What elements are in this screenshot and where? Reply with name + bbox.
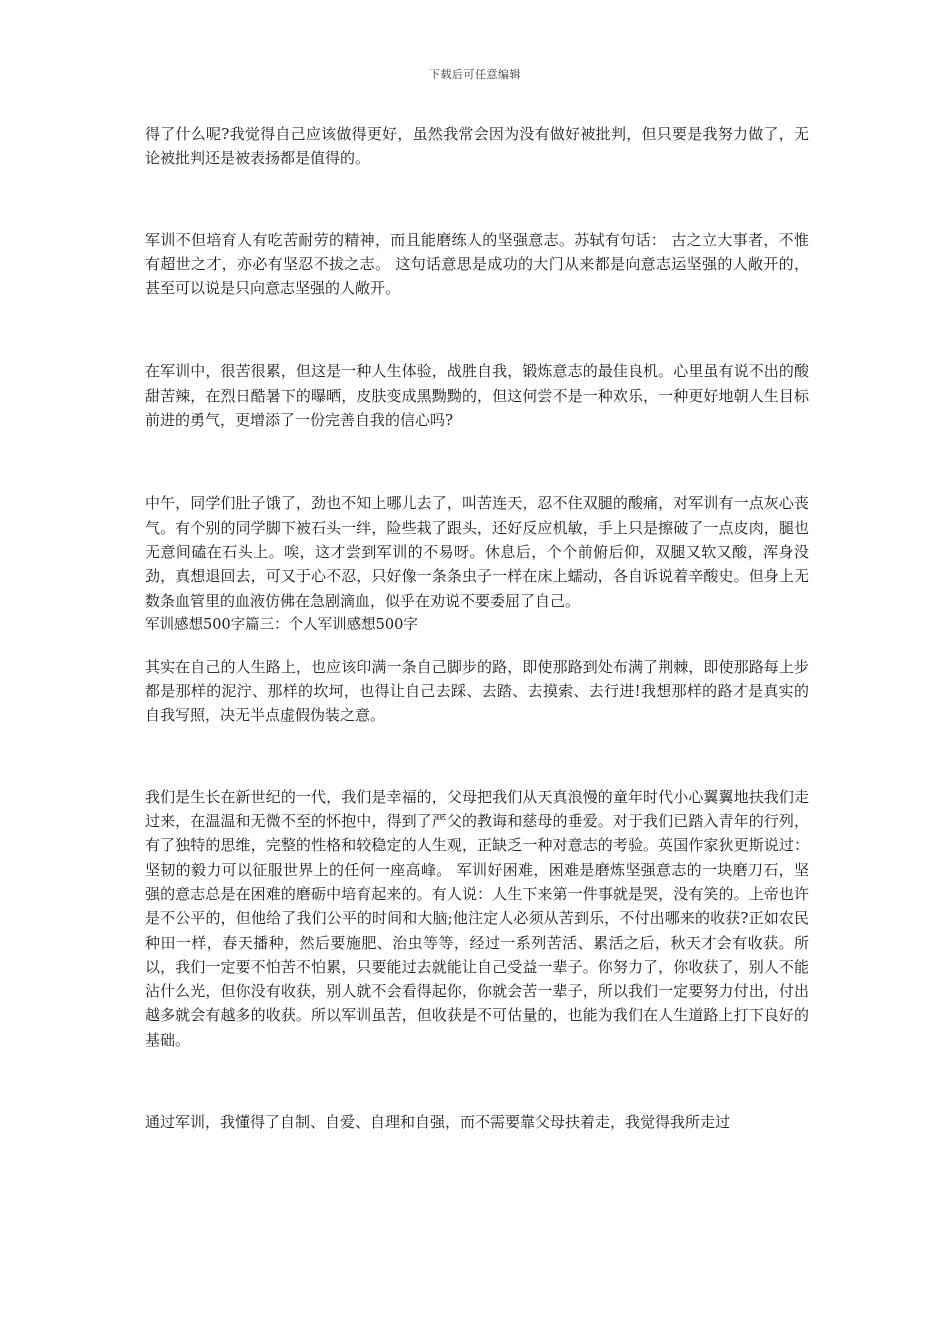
paragraph-4: 中午，同学们肚子饿了，劲也不知上哪儿去了，叫苦连天，忍不住双腿的酸痛，对军训有一点灰心丧气。有个别的同学脚下被石头一绊，险些栽了跟头，还好反应机敏，手上只是擦破了一点皮肉，腿也无意间磕在石头上。唉，这才尝到军训的不易呀。休息后，个个前俯后仰，双腿又软又酸，浑身没劲，真想退回去，可又于心不忍，只好像一条条虫子一样在床上蠕动，各自诉说着辛酸史。但身上无数条血管里的血液仿佛在急剧滴血，似乎在劝说不要委屈了自己。: [145, 494, 809, 610]
page-header: 下载后可任意编辑: [429, 68, 521, 81]
paragraph-7: 通过军训，我懂得了自制、自爱、自理和自强，而不需要靠父母扶着走，我觉得我所走过: [145, 1113, 731, 1132]
section-heading: 军训感想500字篇三：个人军训感想500字: [145, 616, 418, 633]
paragraph-1: 得了什么呢?我觉得自己应该做得更好，虽然我常会因为没有做好被批判，但只要是我努力做了，无论被批判还是被表扬都是值得的。: [145, 125, 809, 168]
paragraph-6: 我们是生长在新世纪的一代，我们是幸福的，父母把我们从天真浪慢的童年时代小心翼翼地扶我们走过来，在温温和无微不至的怀抱中，得到了严父的教诲和慈母的垂爱。对于我们已踏入青年的行列，有了独特的思维，完整的性格和较稳定的人生观，正缺乏一种对意志的考验。英国作家狄更斯说过： 坚韧的毅力可以征服世界上的任何一座高峰。 军训好困难，困难是磨炼坚强意志的一块磨刀石，坚强的意志总是在困难的磨砺中培育起来的。有人说：人生下来第一件事就是哭，没有笑的。上帝也许是不公平的，但他给了我们公平的时间和大脑;他注定人必须从苦到乐，不付出哪来的收获?正如农民种田一样，春天播种，然后要施肥、治虫等等，经过一系列苦活、累活之后，秋天才会有收获。所以，我们一定要不怕苦不怕累，只要能过去就能让自己受益一辈子。你努力了，你收获了，别人不能沾什么光，但你没有收获，别人就不会看得起你，你就会苦一辈子，所以我们一定要努力付出，付出越多就会有越多的收获。所以军训虽苦，但收获是不可估量的，也能为我们在人生道路上打下良好的基础。: [145, 787, 809, 1049]
paragraph-2: 军训不但培育人有吃苦耐劳的精神，而且能磨练人的坚强意志。苏轼有句话： 古之立大事者，不惟有超世之才，亦必有坚忍不拔之志。 这句话意思是成功的大门从来都是向意志运坚强的人敞开的，甚至可以说是只向意志坚强的人敞开。: [145, 230, 809, 298]
paragraph-5: 其实在自己的人生路上，也应该印满一条自己脚步的路，即使那路到处布满了荆棘，即使那路每上步都是那样的泥泞、那样的坎坷，也得让自己去踩、去踏、去摸索、去行进!我想那样的路才是真实的自我写照，决无半点虚假伪装之意。: [145, 657, 809, 725]
paragraph-3: 在军训中，很苦很累，但这是一种人生体验，战胜自我，锻炼意志的最佳良机。心里虽有说不出的酸甜苦辣，在烈日酷暑下的曝晒，皮肤变成黑黝黝的，但这何尝不是一种欢乐，一种更好地朝人生目标前进的勇气，更增添了一份完善自我的信心吗?: [145, 362, 809, 430]
document-body: [145, 122, 809, 1134]
